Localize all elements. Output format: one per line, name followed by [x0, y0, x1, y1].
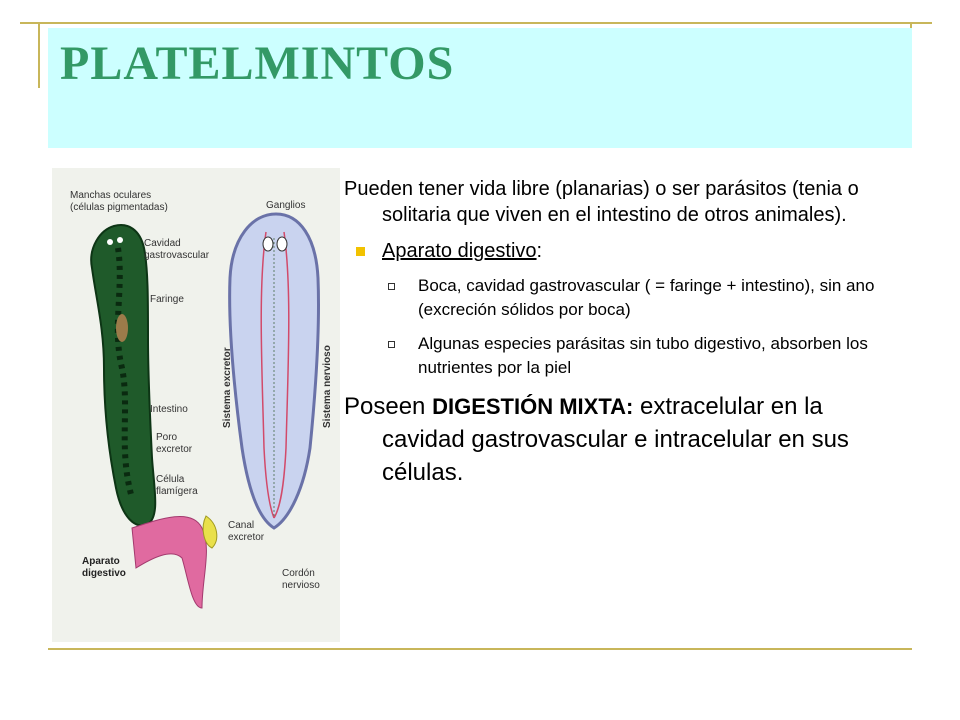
- label-poro-1: Poro: [156, 432, 178, 443]
- label-manchas-1: Manchas oculares: [70, 190, 152, 201]
- bottom-rule: [48, 648, 912, 650]
- label-cordon-2: nervioso: [282, 580, 320, 591]
- label-aparato-1: Aparato: [82, 556, 120, 567]
- bullet-aparato-digestivo: [344, 238, 896, 264]
- sub-item: [344, 274, 896, 322]
- label-intestino: Intestino: [150, 404, 188, 415]
- intro-paragraph: Pueden tener vida libre (planarias) o ser parásitos (tenia o solitaria que viven en el intestino de otros animales).: [344, 178, 859, 226]
- label-cordon-1: Cordón: [282, 568, 315, 579]
- ganglion-right: [277, 237, 287, 251]
- bullet-label: Aparato digestivo: [382, 240, 537, 262]
- planaria-illustration: [52, 168, 340, 642]
- label-sistema-excretor: Sistema excretor: [222, 347, 233, 428]
- label-ganglios: Ganglios: [266, 200, 306, 211]
- label-faringe: Faringe: [150, 294, 184, 305]
- closing-bold: DIGESTIÓN MIXTA:: [432, 394, 634, 419]
- label-celula-1: Célula: [156, 474, 185, 485]
- label-canal-2: excretor: [228, 532, 265, 543]
- eyespot-right: [117, 237, 123, 243]
- closing-suffix: extracelular en la cavidad gastrovascular e intracelular en sus células.: [382, 393, 849, 486]
- bullet-square-icon: [356, 247, 365, 256]
- label-cavidad-2: gastrovascular: [144, 250, 210, 261]
- ganglion-left: [263, 237, 273, 251]
- label-sistema-nervioso: Sistema nervioso: [322, 345, 333, 428]
- sub-item: [344, 332, 896, 380]
- top-frame-line: [20, 22, 932, 24]
- checkbox-bullet-icon: [388, 341, 395, 348]
- label-celula-2: flamígera: [156, 486, 198, 497]
- label-cavidad-1: Cavidad: [144, 238, 181, 249]
- label-poro-2: excretor: [156, 444, 193, 455]
- left-frame-line: [38, 22, 40, 88]
- bullet-colon: :: [536, 240, 543, 262]
- planaria-diagram: [52, 168, 340, 642]
- closing-prefix: Poseen: [344, 393, 433, 420]
- slide-title: PLATELMINTOS: [60, 37, 455, 90]
- slide-body: [344, 176, 896, 489]
- closing-paragraph: [344, 390, 896, 489]
- checkbox-bullet-icon: [388, 283, 395, 290]
- label-aparato-2: digestivo: [82, 568, 126, 579]
- pharynx-shape: [116, 314, 128, 342]
- canal-detail: [132, 516, 206, 608]
- sub-item-text: Algunas especies parásitas sin tubo digestivo, absorben los nutrientes por la piel: [418, 334, 868, 377]
- label-manchas-2: (células pigmentadas): [70, 202, 168, 213]
- eyespot-left: [107, 239, 113, 245]
- sub-item-text: Boca, cavidad gastrovascular ( = faringe + intestino), sin ano (excreción sólidos por boca): [418, 276, 875, 319]
- label-canal-1: Canal: [228, 520, 255, 531]
